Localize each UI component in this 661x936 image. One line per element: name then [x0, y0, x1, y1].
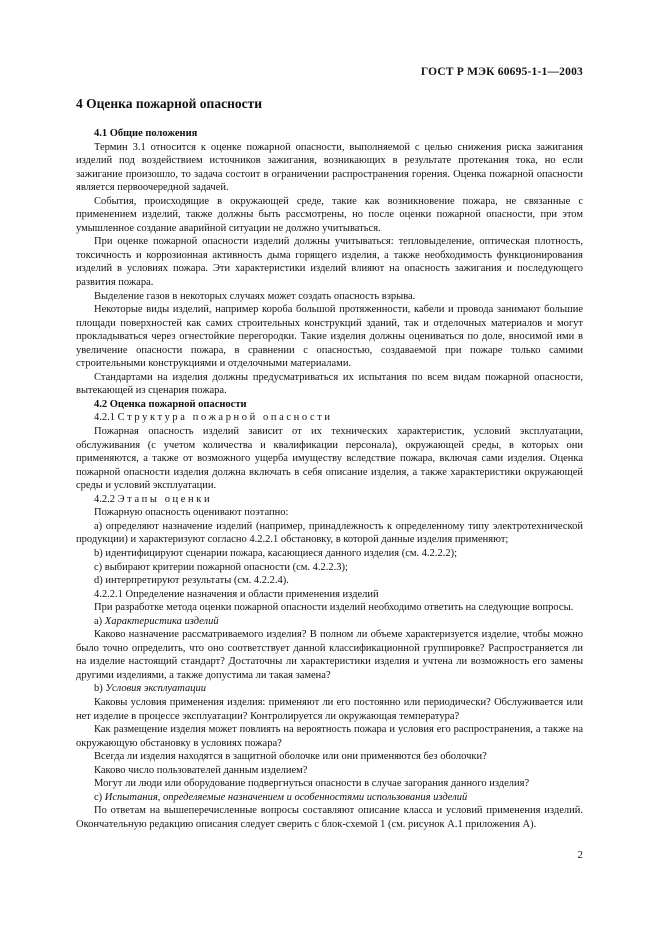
- subsection-heading-4-1: 4.1 Общие положения: [94, 128, 198, 139]
- paragraph: Могут ли люди или оборудование подвергнуться опасности в случае загорания данного изделия?: [94, 778, 530, 790]
- paragraph: Всегда ли изделия находятся в защитной оболочке или они применяются без оболочки?: [94, 751, 487, 763]
- clause-heading-4-2-1: [76, 411, 583, 425]
- item-label: b): [94, 683, 103, 695]
- list-item: c) выбирают критерии пожарной опасности (см. 4.2.2.3);: [94, 561, 348, 573]
- item-title: Испытания, определяемые назначением и особенностями использования изделий: [104, 791, 468, 803]
- clause-title: Этапы оценки: [117, 493, 213, 505]
- paragraph: Некоторые виды изделий, например короба большой протяженности, кабели и провода занимают большие площади поверхностей как самих строительных конструкций зданий, так и отделочных материалов и могут прокладываться через огнестойкие перегородки. Такие изделия должны оцениваться по доле, вносимой ими в увеличение опасности пожара, в сравнении с опасностью, создаваемой при пожаре только самими строительными конструкциями и отделочными материалами.: [76, 304, 583, 370]
- paragraph: При разработке метода оценки пожарной опасности изделий необходимо ответить на следующие вопросы.: [94, 602, 574, 614]
- clause-title: Структура пожарной опасности: [117, 412, 333, 424]
- page-number: 2: [577, 849, 583, 861]
- item-label: c): [94, 791, 103, 803]
- paragraph: События, происходящие в окружающей среде, такие как возникновение пожара, не связанные с применением изделий, также должны быть рассмотрены, но после оценки пожарной опасности, при этом умышленное создание аварийной ситуации не должно учитываться.: [76, 195, 583, 234]
- paragraph: При оценке пожарной опасности изделий должны учитываться: тепловыделение, оптическая плотность, токсичность и коррозионная активность дыма горящего изделия, а также необходимость функционирования изделий в условиях пожара. Эти характеристики изделий влияют на опасность зажигания и последующего развития пожара.: [76, 236, 583, 289]
- clause-number: 4.2.1: [94, 412, 115, 424]
- item-title: Характеристика изделий: [104, 615, 219, 627]
- item-label: a): [94, 615, 103, 627]
- paragraph: Термин 3.1 относится к оценке пожарной опасности, выполняемой с целью снижения риска зажигания изделий под воздействием источников зажигания, возникающих в результате протекания тока, но если зажигание произошло, то задача состоит в ограничении распространения горения. Оценка пожарной опасности является первоочередной задачей.: [76, 141, 583, 194]
- paragraph: Каково число пользователей данным изделием?: [94, 764, 308, 776]
- document-code-header: ГОСТ Р МЭК 60695-1-1—2003: [420, 66, 583, 78]
- paragraph: По ответам на вышеперечисленные вопросы составляют описание класса и условий применения изделий. Окончательную редакцию описания следует сверить с блок-схемой 1 (см. рисунок А.1 приложения А).: [76, 805, 583, 830]
- question-heading-a: [76, 615, 583, 629]
- clause-number: 4.2.2: [94, 493, 115, 505]
- paragraph: Каково назначение рассматриваемого изделия? В полном ли объеме характеризуется изделие, чтобы можно было точно определить, что оно соответствует данной классификационной группировке? Распространяется ли на изделие настоящий стандарт? Достаточны ли характеристики изделия и учтена ли возможность его замены другими изделиями, а также допустима ли такая замена?: [76, 629, 583, 681]
- clause-heading-4-2-2-1: 4.2.2.1 Определение назначения и области применения изделий: [94, 588, 379, 600]
- subsection-heading-4-2: 4.2 Оценка пожарной опасности: [94, 398, 247, 410]
- paragraph: Пожарную опасность оценивают поэтапно:: [94, 507, 289, 519]
- paragraph: Каковы условия применения изделия: применяют ли его постоянно или периодически? Обслуживается или нет изделие в процессе эксплуатации? Контролируется ли окружающая температура?: [76, 696, 583, 722]
- paragraph: Как размещение изделия может повлиять на вероятность пожара и условия его распространения, а также на окружающую обстановку в условиях пожара?: [76, 724, 583, 749]
- paragraph: Пожарная опасность изделий зависит от их технических характеристик, условий эксплуатации, обслуживания (с учетом количества и квалификации персонала), окружающей среды, в которых они применяются, а также от возможного ущерба имуществу вследствие пожара, включая сами изделия. Оценка пожарной опасности изделия должна включать в себя описание изделия, а также характеристики окружающей среды и условий эксплуатации.: [76, 426, 583, 492]
- list-item: b) идентифицируют сценарии пожара, касающиеся данного изделия (см. 4.2.2.2);: [94, 547, 458, 559]
- item-title: Условия эксплуатации: [105, 683, 206, 695]
- question-heading-c: [76, 791, 583, 805]
- paragraph: Стандартами на изделия должны предусматриваться их испытания по всем видам пожарной опасности, вытекающей из сценария пожара.: [76, 371, 583, 397]
- section-heading: 4 Оценка пожарной опасности: [76, 96, 262, 111]
- question-heading-b: [76, 682, 583, 696]
- document-body: [76, 96, 583, 831]
- paragraph: Выделение газов в некоторых случаях может создать опасность взрыва.: [94, 290, 416, 302]
- list-item: a) определяют назначение изделий (например, принадлежность к определенному типу электротехнической продукции) и характеризуют согласно 4.2.2.1 обстановку, в которой данные изделия применяют;: [76, 520, 583, 546]
- list-item: d) интерпретируют результаты (см. 4.2.2.4).: [94, 575, 289, 587]
- clause-heading-4-2-2: [76, 493, 583, 507]
